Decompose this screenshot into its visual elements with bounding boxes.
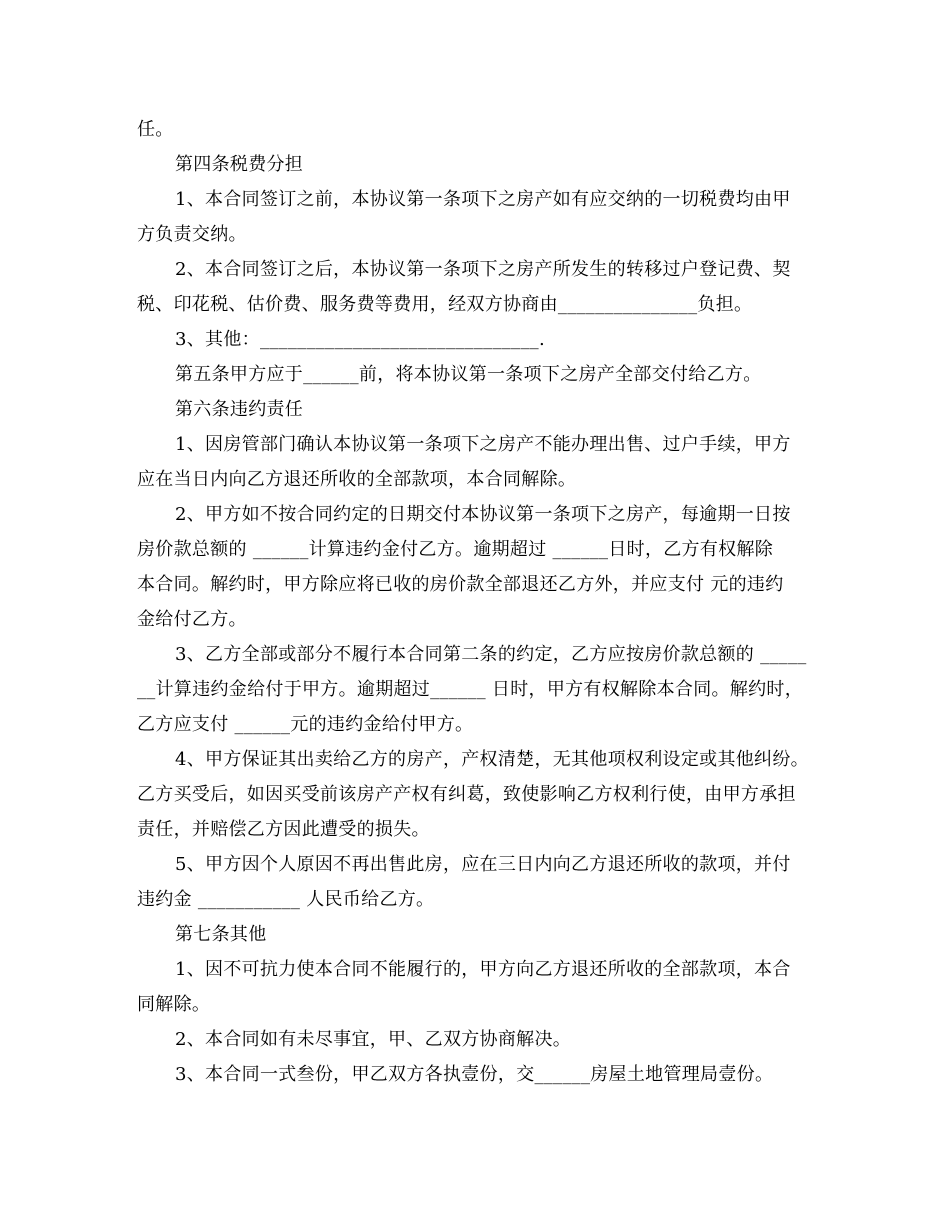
text-line: 1、因不可抗力使本合同不能履行的，甲方向乙方退还所收的全部款项，本合	[175, 959, 791, 980]
text-line: 4、甲方保证其出卖给乙方的房产，产权清楚，无其他项权利设定或其他纠纷。	[175, 749, 809, 770]
text-line: 本合同。解约时，甲方除应将已收的房价款全部退还乙方外，并应支付 元的违约	[137, 574, 784, 595]
section-heading: 第五条甲方应于______前，将本协议第一条项下之房产全部交付给乙方。	[175, 364, 762, 385]
text-line: 任。	[137, 119, 174, 140]
text-line: 1、本合同签订之前，本协议第一条项下之房产如有应交纳的一切税费均由甲	[175, 189, 791, 210]
text-line: 2、本合同签订之后，本协议第一条项下之房产所发生的转移过户登记费、契	[175, 259, 791, 280]
text-line: 房价款总额的 ______计算违约金付乙方。逾期超过 ______日时，乙方有权解除	[137, 539, 774, 560]
text-line: __计算违约金给付于甲方。逾期超过______ 日时，甲方有权解除本合同。解约时，	[137, 679, 804, 700]
text-line: 税、印花税、估价费、服务费等费用，经双方协商由_______________负担。	[137, 294, 753, 315]
text-line: 2、甲方如不按合同约定的日期交付本协议第一条项下之房产，每逾期一日按	[175, 504, 791, 525]
text-line: 3、本合同一式叁份，甲乙双方各执壹份，交______房屋土地管理局壹份。	[175, 1064, 774, 1085]
section-heading: 第六条违约责任	[175, 399, 304, 420]
text-line: 乙方应支付 ______元的违约金给付甲方。	[137, 714, 474, 735]
text-line: 乙方买受后，如因买受前该房产产权有纠葛，致使影响乙方权利行使，由甲方承担	[137, 784, 796, 805]
text-line: 应在当日内向乙方退还所收的全部款项，本合同解除。	[137, 469, 577, 490]
text-line: 责任，并赔偿乙方因此遭受的损失。	[137, 819, 430, 840]
section-heading: 第四条税费分担	[175, 154, 304, 175]
text-line: 5、甲方因个人原因不再出售此房，应在三日内向乙方退还所收的款项，并付	[175, 854, 791, 875]
section-heading: 第七条其他	[175, 924, 267, 945]
text-line: 金给付乙方。	[137, 609, 247, 630]
text-line: 违约金 ___________ 人民币给乙方。	[137, 889, 435, 910]
text-line: 3、乙方全部或部分不履行本合同第二条的约定，乙方应按房价款总额的 _____	[175, 644, 807, 665]
text-line: 方负责交纳。	[137, 224, 247, 245]
text-line: 同解除。	[137, 994, 211, 1015]
text-line: 3、其他：______________________________.	[175, 329, 545, 350]
text-line: 2、本合同如有未尽事宜，甲、乙双方协商解决。	[175, 1029, 572, 1050]
text-line: 1、因房管部门确认本协议第一条项下之房产不能办理出售、过户手续，甲方	[175, 434, 791, 455]
